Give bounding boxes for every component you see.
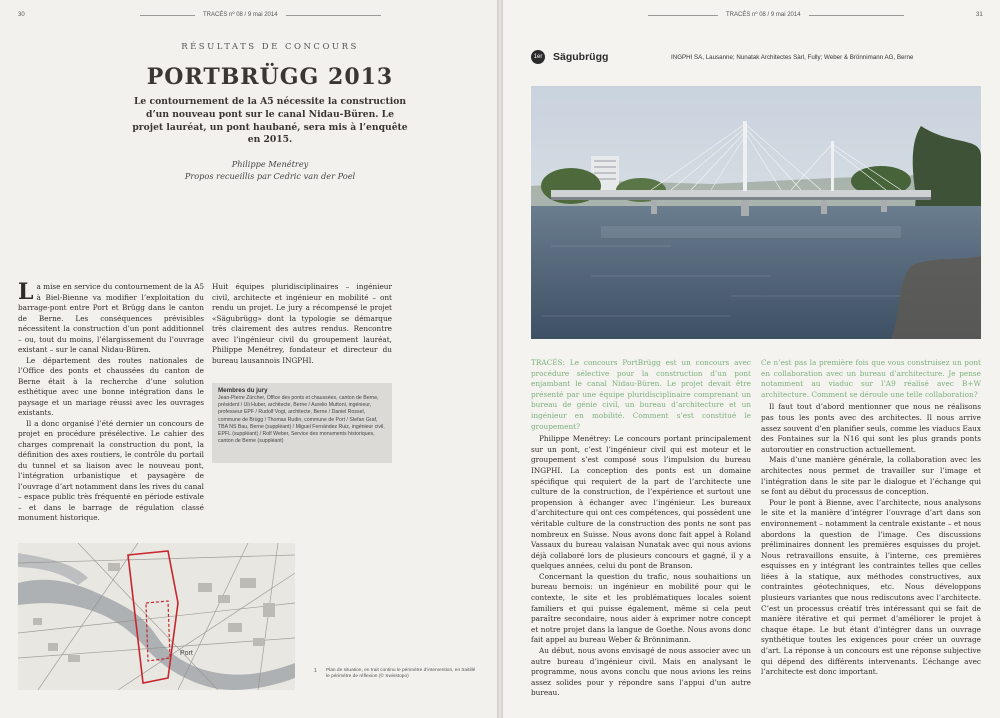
- bridge-photo: [531, 86, 981, 339]
- interview-answer: Au début, nous avons envisagé de nous associer avec un autre bureau d’ingénieur civil. Mais en analysant le programme, nous avons conclu que nous avions les reins assez solides pour y répondre sans l’appui d’un autre bureau.: [531, 646, 751, 698]
- running-head-right: TRACÉS nº 08 / 9 mai 2014: [648, 12, 904, 18]
- drop-cap: L: [18, 279, 34, 305]
- project-header: [531, 50, 608, 64]
- jury-box: [212, 383, 392, 463]
- map-caption: [314, 668, 476, 681]
- paragraph: Huit équipes pluridisciplinaires – ingénieur civil, architecte et ingénieur en mobilité – ont rendu un projet. Le jury a récompensé le projet «Sägubrügg» dont la typologie se démarque très clairement des autres rendus. Rencontre avec l’ingénieur civil du groupement lauréat, Philippe Menétrey, fondateur et directeur du bureau lausannois INGPHI.: [212, 282, 392, 365]
- page-number-left: 30: [18, 12, 25, 18]
- right-page: [503, 0, 1000, 718]
- interview-answer: Concernant la question du trafic, nous souhaitions un bureau bernois: un ingénieur en mobilité pour qui le contexte, le site et les problématiques locales soient familiers et qui puisse également, même si cela peut paraître secondaire, nous aider à exprimer notre concept et notre projet dans la langue de Goethe. Nous avons donc fait appel au bureau Weber & Brönnimann.: [531, 571, 751, 645]
- section-kicker: RÉSULTATS DE CONCOURS: [181, 42, 359, 52]
- article-title: PORTBRÜGG 2013: [146, 64, 394, 90]
- paragraph: Le département des routes nationales de l’Office des ponts et chaussées du canton de Berne était à la recherche d’une solution esthétique avec une bonne intégration dans le paysage et un mariage réussi avec les ouvrages existants.: [18, 355, 204, 417]
- page-number-right: 31: [976, 12, 983, 18]
- interview-answer: Pour le pont à Bienne, avec l’architecte, nous analysons le site et la manière d’intégrer l’ouvrage d’art dans son environnement – notamment la centrale existante – et nous abordons la question de l’image. Ces discussions préliminaires donnent les premières esquisses du projet. Nous retravaillons ensuite, à l’interne, ces premières esquisses en y intégrant les contraintes telles que celles liées à la statique, aux méthodes constructives, aux contraintes géotechniques, etc. Nous développons plusieurs variantes que nous rediscutons avec l’architecte. C’est un processus créatif très intéressant qui se fait de manière itérative et qui permet d’améliorer le projet à chaque étape. Le but étant d’intégrer dans un ouvrage synthétique toutes les exigences pour créer un ouvrage d’art. La réponse à un concours est une réponse subjective qui dépend des différents intervenants. L’échange avec l’architecte est donc important.: [761, 497, 981, 677]
- interview-answer: Philippe Menétrey: Le concours portant principalement sur un pont, c’est l’ingénieur civil qui est moteur et le groupement s’est composé sous l’impulsion du bureau INGPHI. La conception des ponts est un domaine spécifique qui requiert de la part de l’architecte une culture de la construction, de l’expérience et surtout une propension à échanger avec l’ingénieur. Les bureaux d’architecture qui ont ces compétences, qui possèdent une véritable culture de la construction des ponts ne sont pas nombreux en Suisse. Nous avons donc fait appel à Roland Vassaux du bureau valaisan Nunatak avec qui nous avions déjà collaboré lors de plusieurs concours et gagné, il y a quelques années, celui du pont de Branson.: [531, 434, 751, 571]
- running-head-left: TRACÉS nº 08 / 9 mai 2014: [140, 12, 381, 18]
- project-name: Sägubrügg: [553, 51, 609, 63]
- interview-answer: Mais d’une manière générale, la collaboration avec les architectes nous permet de travailler sur l’image et l’intégration dans le site par le dialogue et l’échange qui se font au début du processus de conception.: [761, 455, 981, 497]
- paragraph: Il a donc organisé l’été dernier un concours de projet en procédure présélective. Le cahier des charges comprenait la construction du pont, la définition des axes routiers, le contrôle du portail du tunnel et sa liaison avec le nouveau pont, l’intégration urbanistique et paysagère de l’ouvrage d’art notamment dans les rives du canal – espace public très fréquenté en période estivale – et dans le barrage de régulation classé monument historique.: [18, 418, 204, 522]
- caption-number: 1: [314, 668, 317, 674]
- byline: [140, 158, 400, 182]
- paragraph: La mise en service du contournement de la A5 à Biel-Bienne va modifier l’exploitation du barrage-pont entre Port et Brügg dans le canton de Berne. Les conséquences prévisibles nécessitent la construction d’un pont additionnel – ou, tout du moins, l’élargissement du l’ouvrage existant – sur le canal Nidau-Büren.: [18, 279, 204, 354]
- left-page: [0, 0, 497, 718]
- bridge-photo-graphic: [531, 86, 981, 339]
- left-column-2: [212, 282, 392, 366]
- author-credit: Propos recueillis par Cedric van der Poel: [184, 171, 356, 181]
- interview-question: Ce n’est pas la première fois que vous construisez un pont en collaboration avec un bureau d’architecture. Je pense notamment au viaduc sur l’A9 réalisé avec B+W architecture. Comment se déroule une telle collaboration?: [761, 358, 981, 399]
- right-column-1: [531, 358, 751, 699]
- interview-answer: Il faut tout d’abord mentionner que nous ne réalisons pas tous les ponts avec des architectes. Il nous arrive assez souvent d’en planifier seuls, comme les viaducs Eaux des Fontaines sur la N16 qui sont les plus grands ponts autoroutier en construction actuellement.: [761, 402, 981, 454]
- project-firms: INGPHI SA, Lausanne; Nunatak Architectes Sàrl, Fully; Weber & Brönnimann AG, Berne: [671, 54, 914, 61]
- article-lead: Le contournement de la A5 nécessite la construction d’un nouveau pont sur le canal Nidau-Büren. Le projet lauréat, un pont haubané, sera mis à l’enquête en 2015.: [132, 96, 408, 146]
- site-map: [18, 543, 295, 690]
- jury-title: Membres du jury: [218, 387, 268, 394]
- right-column-2: [761, 358, 981, 678]
- left-column-1: [18, 279, 204, 524]
- author-name: Philippe Menétrey: [231, 159, 309, 169]
- caption-text: Plan de situation, en trait continu le périmètre d’intervention, en traitillé le périmètre de réflexion (© Swisstopo): [326, 668, 476, 680]
- rank-badge: 1er: [531, 50, 545, 64]
- jury-members: Jean-Pierre Zürcher, Office des ponts et chaussées, canton de Berne, président / Uli Huber, architecte, Berne / Aurelio Muttoni, ingénieur, professeur EPF / Rudolf Vogt, architecte, Berne / Daniel Rossel, commune de Brügg / Thomas Rudin, commune de Port / Stefan Graf, TBA NS Bau, Berne (suppléant) / Miguel Fernández Ruiz, ingénieur civil, EPFL (suppléant) / Rolf Weber, Service des monuments historiques, canton de Berne (suppléant): [218, 395, 385, 445]
- map-label-port: Port: [180, 650, 193, 657]
- site-map-graphic: [18, 543, 295, 690]
- interview-question: TRACÉS: Le concours PortBrügg est un concours avec procédure sélective pour la construction d’un pont enjambant le canal Nidau-Büren. Le projet devait être présenté par une équipe pluridisciplinaire comprenant un bureau de génie civil, un bureau d’architecture et un ingénieur en mobilité. Comment s’est constitué le groupement?: [531, 358, 751, 431]
